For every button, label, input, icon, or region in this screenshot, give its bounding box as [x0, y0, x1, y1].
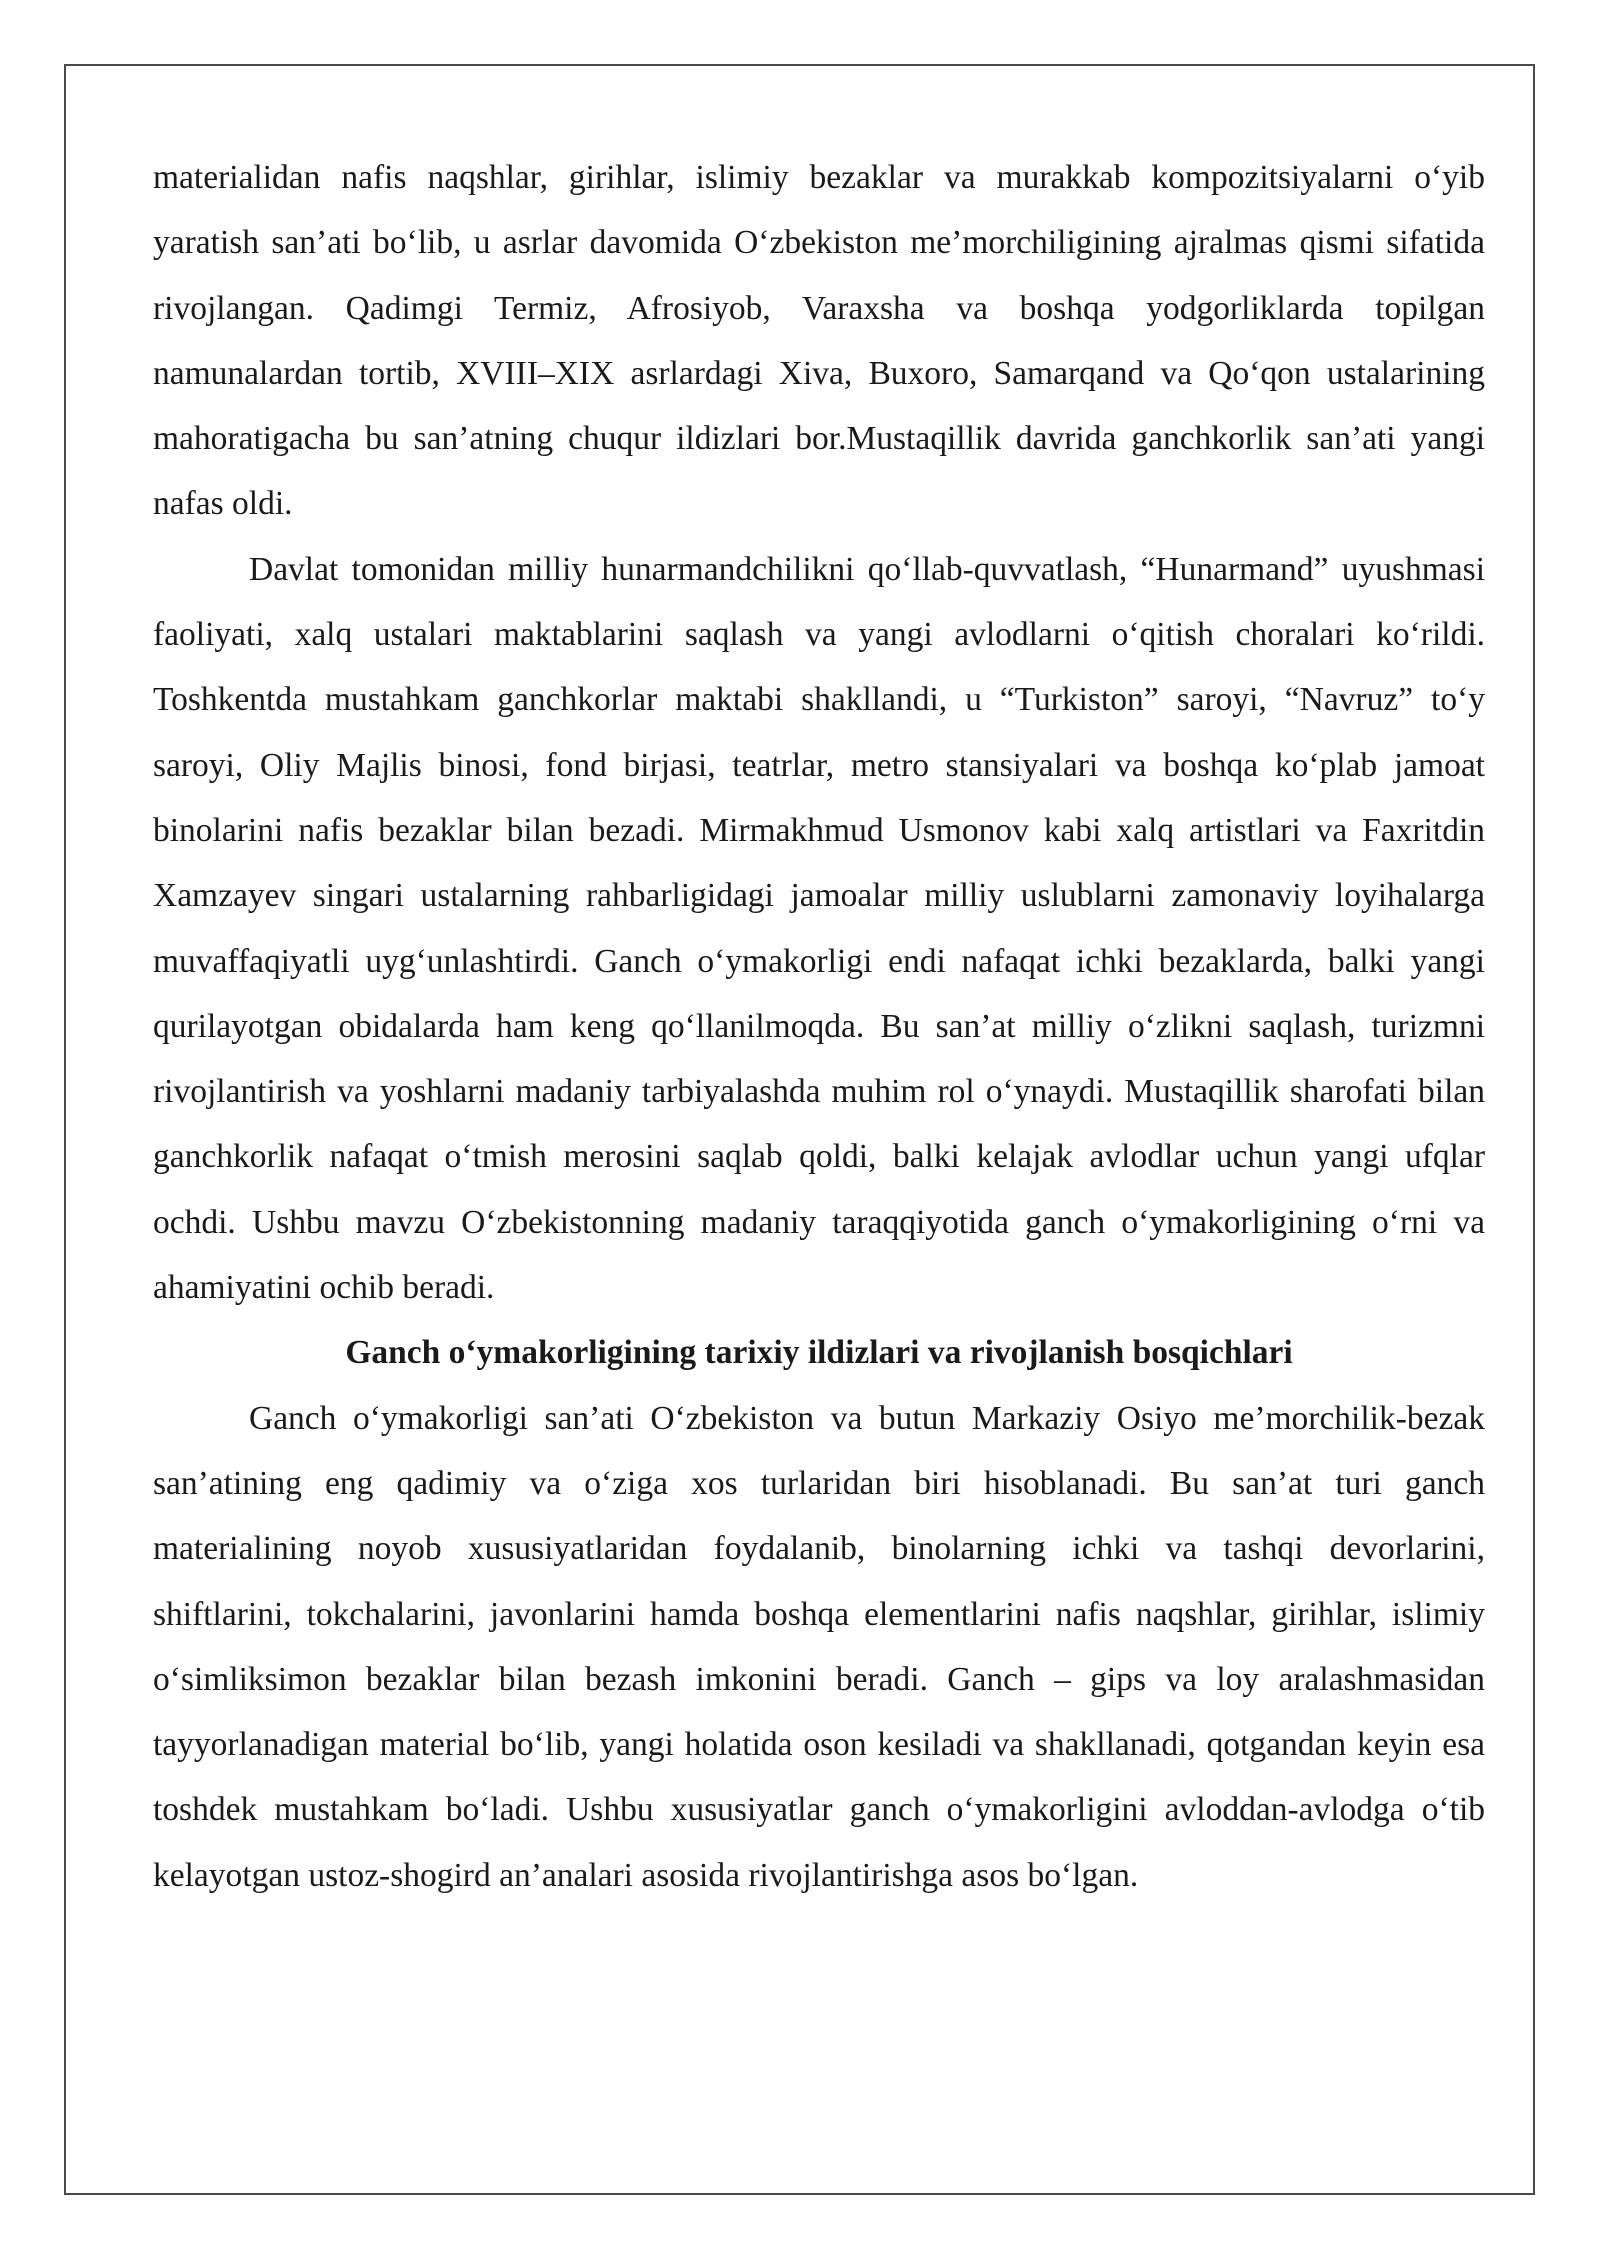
paragraph-continuation: materialidan nafis naqshlar, girihlar, islimiy bezaklar va murakkab kompozitsiyalarni o‘yib yaratish san’ati bo‘lib, u asrlar davomida O‘zbekiston me’morchiligining ajralmas qismi sifatida rivojlangan. Qadimgi Termiz, Afrosiyob, Varaxsha va boshqa yodgorliklarda topilgan namunalardan tortib, XVIII–XIX asrlardagi Xiva, Buxoro, Samarqand va Qo‘qon ustalarining mahoratigacha bu san’atning chuqur ildizlari bor.Mustaqillik davrida ganchkorlik san’ati yangi nafas oldi. [153, 159, 1485, 523]
document-body [153, 145, 1485, 1908]
paragraph-independence-era: Davlat tomonidan milliy hunarmandchilikni qo‘llab-quvvatlash, “Hunarmand” uyushmasi faoliyati, xalq ustalari maktablarini saqlash va yangi avlodlarni o‘qitish choralari ko‘rildi. Toshkentda mustahkam ganchkorlar maktabi shakllandi, u “Turkiston” saroyi, “Navruz” to‘y saroyi, Oliy Majlis binosi, fond birjasi, teatrlar, metro stansiyalari va boshqa ko‘plab jamoat binolarini nafis bezaklar bilan bezadi. Mirmakhmud Usmonov kabi xalq artistlari va Faxritdin Xamzayev singari ustalarning rahbarligidagi jamoalar milliy uslublarni zamonaviy loyihalarga muvaffaqiyatli uyg‘unlashtirdi. Ganch o‘ymakorligi endi nafaqat ichki bezaklarda, balki yangi qurilayotgan obidalarda ham keng qo‘llanilmoqda. Bu san’at milliy o‘zlikni saqlash, turizmni rivojlantirish va yoshlarni madaniy tarbiyalashda muhim rol o‘ynaydi. Mustaqillik sharofati bilan ganchkorlik nafaqat o‘tmish merosini saqlab qoldi, balki kelajak avlodlar uchun yangi ufqlar ochdi. Ushbu mavzu O‘zbekistonning madaniy taraqqiyotida ganch o‘ymakorligining o‘rni va ahamiyatini ochib beradi. [153, 550, 1485, 1307]
section-heading: Ganch o‘ymakorligining tarixiy ildizlari va rivojlanish bosqichlari [345, 1334, 1293, 1372]
paragraph-history: Ganch o‘ymakorligi san’ati O‘zbekiston va butun Markaziy Osiyo me’morchilik-bezak san’atining eng qadimiy va o‘ziga xos turlaridan biri hisoblanadi. Bu san’at turi ganch materialining noyob xususiyatlaridan foydalanib, binolarning ichki va tashqi devorlarini, shiftlarini, tokchalarini, javonlarini hamda boshqa elementlarini nafis naqshlar, girihlar, islimiy o‘simliksimon bezaklar bilan bezash imkonini beradi. Ganch – gips va loy aralashmasidan tayyorlanadigan material bo‘lib, yangi holatida oson kesiladi va shakllanadi, qotgandan keyin esa toshdek mustahkam bo‘ladi. Ushbu xususiyatlar ganch o‘ymakorligini avloddan-avlodga o‘tib kelayotgan ustoz-shogird an’analari asosida rivojlantirishga asos bo‘lgan. [153, 1399, 1485, 1894]
